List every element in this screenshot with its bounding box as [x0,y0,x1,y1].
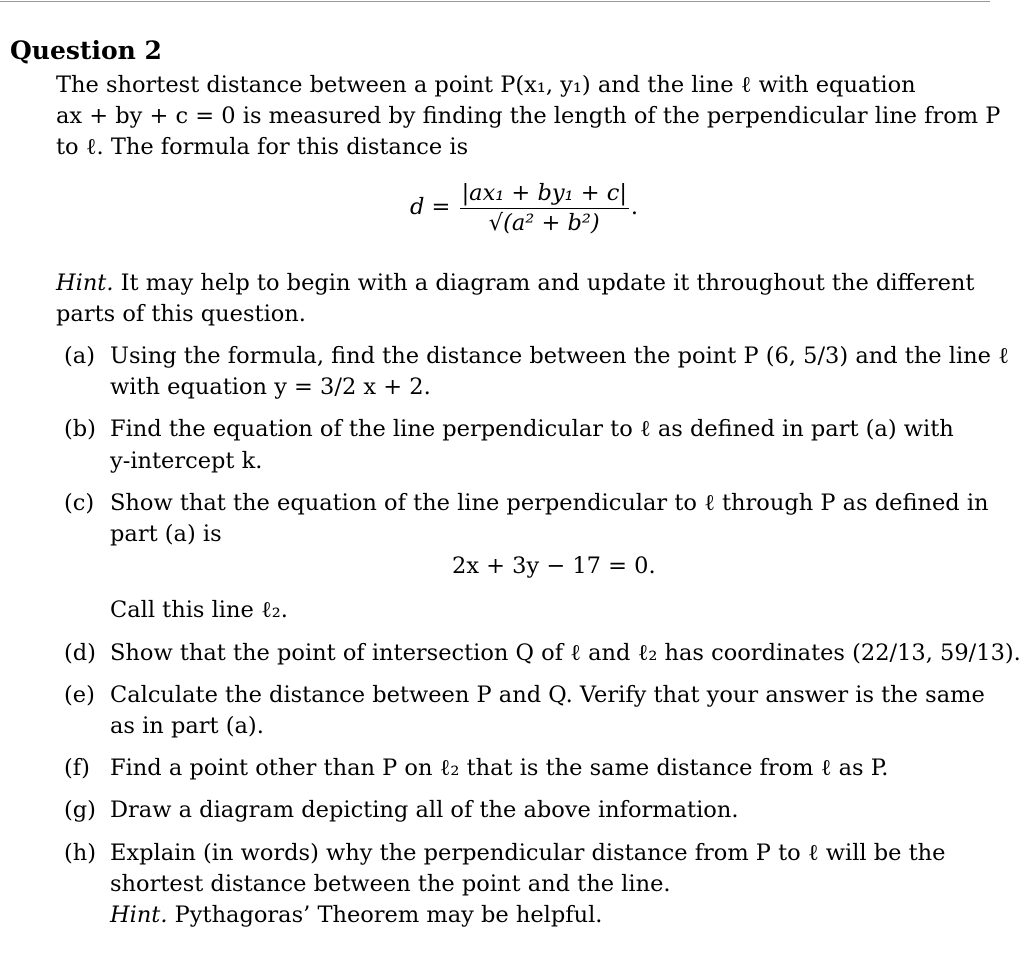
part-a-text-post: and the line ℓ [855,343,1009,369]
part-a-label: (a) [64,343,95,369]
part-f-label: (f) [64,755,90,781]
part-a-point: (6, 5/3) [765,343,849,369]
part-e-line-2: as in part (a). [110,713,264,739]
part-a-text-pre: Using the formula, find the distance between the point P [110,343,759,369]
formula-denominator: √(a² + b²) [488,209,600,236]
part-f-line-1: Find a point other than P on ℓ₂ that is the same distance from ℓ as P. [110,755,889,781]
part-c-after: Call this line ℓ₂. [110,597,288,623]
hint-text-1: It may help to begin with a diagram and update it throughout the different [120,270,975,296]
part-g-label: (g) [64,797,96,823]
part-e-label: (e) [64,682,95,708]
part-h-line-1: Explain (in words) why the perpendicular distance from P to ℓ will be the [110,840,946,866]
top-divider [0,1,990,2]
question-title: Question 2 [10,36,162,65]
part-b-line-2: y-intercept k. [110,448,263,474]
formula-fraction [460,182,629,234]
formula-numerator: |ax₁ + by₁ + c| [460,182,629,209]
formula-lhs: d = [410,194,451,220]
hint-line-2: parts of this question. [56,301,306,327]
part-c-line-1: Show that the equation of the line perpendicular to ℓ through P as defined in [110,490,989,516]
part-b-line-1: Find the equation of the line perpendicular to ℓ as defined in part (a) with [110,416,954,442]
part-h-label: (h) [64,840,97,866]
part-g-line-1: Draw a diagram depicting all of the above information. [110,797,739,823]
formula-trail: . [630,194,639,220]
part-d-line-1: Show that the point of intersection Q of ℓ and ℓ₂ has coordinates (22/13, 59/13). [110,640,1021,666]
part-c-label: (c) [64,490,95,516]
part-h-line-2: shortest distance between the point and the line. [110,871,671,897]
intro-line-1: The shortest distance between a point P(x₁, y₁) and the line ℓ with equation [56,72,916,98]
intro-line-3: to ℓ. The formula for this distance is [56,134,469,160]
part-h-hint-text: Pythagoras’ Theorem may be helpful. [174,902,603,928]
part-a-line-1 [110,341,1009,371]
part-h-hint-label: Hint. [110,902,168,928]
hint-line-1 [56,268,974,298]
part-c-line-2: part (a) is [110,521,222,547]
intro-line-2: ax + by + c = 0 is measured by finding the length of the perpendicular line from P [56,103,1001,129]
part-a-line-2: with equation y = 3/2 x + 2. [110,374,431,400]
distance-formula [410,182,638,234]
part-d-label: (d) [64,640,96,666]
part-c-equation: 2x + 3y − 17 = 0. [452,553,656,579]
hint-label: Hint. [56,270,114,296]
part-b-label: (b) [64,416,96,442]
part-h-hint [110,900,602,930]
part-e-line-1: Calculate the distance between P and Q. Verify that your answer is the same [110,682,985,708]
